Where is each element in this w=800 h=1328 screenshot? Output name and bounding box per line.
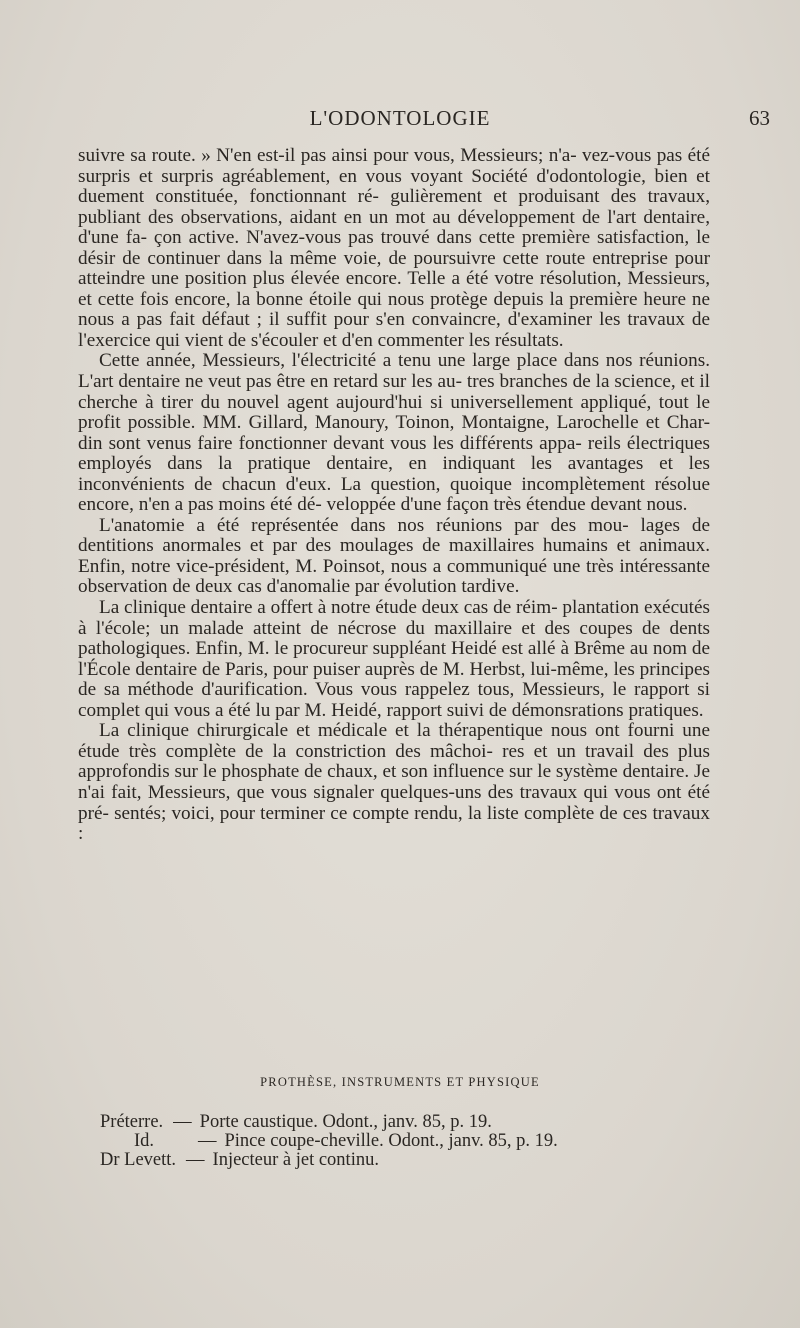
- dash-separator: —: [198, 1131, 217, 1151]
- section-heading: PROTHÈSE, INSTRUMENTS ET PHYSIQUE: [260, 1075, 540, 1089]
- paragraph: suivre sa route. » N'en est-il pas ainsi pour vous, Messieurs; n'a- vez-vous pas été surpris et surpris agréablement, en vous voyant Société d'odontologie, bien et duement constituée, fonctionnant ré- gulièrement et produisant des travaux, publiant des observations, aidant en un mot au développement de l'art dentaire, d'une fa- çon active. N'avez-vous pas trouvé dans cette première satisfaction, le désir de continuer dans la même voie, de poursuivre cette route entreprise pour atteindre une position plus élevée encore. Telle a été votre résolution, Messieurs, et cette fois encore, la bonne étoile qui nous protège depuis la première heure ne nous a pas fait défaut ; il suffit pour s'en convaincre, d'examiner les travaux de l'exercice qui vient de s'écouler et d'en commenter les résultats.: [78, 145, 710, 351]
- list-author: Préterre.: [100, 1112, 164, 1132]
- list-item: [100, 1151, 700, 1170]
- paragraph: La clinique dentaire a offert à notre étude deux cas de réim- plantation exécutés à l'école; un malade atteint de nécrose du maxillaire et des coupes de dents pathologiques. Enfin, M. le procureur suppléant Heidé est allé à Brême au nom de l'École dentaire de Paris, pour puiser auprès de M. Herbst, lui-même, les principes de sa méthode d'aurification. Vous vous rappelez tous, Messieurs, le rapport si complet qui vous a été lu par M. Heidé, rapport suivi de démonsrations pratiques.: [78, 597, 710, 721]
- body-text: [78, 146, 710, 845]
- works-list: [100, 1113, 700, 1170]
- list-author: Dr Levett.: [100, 1150, 177, 1170]
- paragraph: L'anatomie a été représentée dans nos réunions par des mou- lages de dentitions anormales et par des moulages de maxillaires humains et animaux. Enfin, notre vice-président, M. Poinsot, nous a communiqué une très intéressante observation de deux cas d'anomalie par évolution tardive.: [78, 514, 710, 598]
- page-number: 63: [749, 106, 770, 130]
- dash-separator: —: [173, 1112, 192, 1132]
- paragraph: La clinique chirurgicale et médicale et la thérapentique nous ont fourni une étude très complète de la constriction des mâchoi- res et un travail des plus approfondis sur le phosphate de chaux, et son influence sur le système dentaire. Je n'ai fait, Messieurs, que vous signaler quelques-uns des travaux qui vous ont été pré- sentés; voici, pour terminer ce compte rendu, la liste complète de ces travaux :: [78, 720, 710, 845]
- list-author: Id.: [133, 1131, 155, 1151]
- list-item: [100, 1113, 700, 1132]
- paragraph: Cette année, Messieurs, l'électricité a tenu une large place dans nos réunions. L'art dentaire ne veut pas être en retard sur les au- tres branches de la science, et il cherche à tirer du nouvel agent aujourd'hui si universellement appliqué, tout le profit possible. MM. Gillard, Manoury, Toinon, Montaigne, Larochelle et Char- din sont venus faire fonctionner devant vous les différents appa- reils électriques employés dans la pratique dentaire, en indiquant les avantages et les inconvénients de chacun d'eux. La question, quoique incomplètement résolue encore, n'en a pas moins été dé- veloppée d'une façon très étendue devant nous.: [78, 350, 710, 516]
- list-item: [100, 1132, 700, 1151]
- page-header: [0, 106, 800, 136]
- list-title: Injecteur à jet continu.: [212, 1150, 379, 1170]
- list-title: Porte caustique. Odont., janv. 85, p. 19.: [199, 1112, 492, 1132]
- dash-separator: —: [186, 1150, 205, 1170]
- running-head: L'ODONTOLOGIE: [309, 106, 491, 130]
- list-title: Pince coupe-cheville. Odont., janv. 85, p. 19.: [224, 1131, 558, 1151]
